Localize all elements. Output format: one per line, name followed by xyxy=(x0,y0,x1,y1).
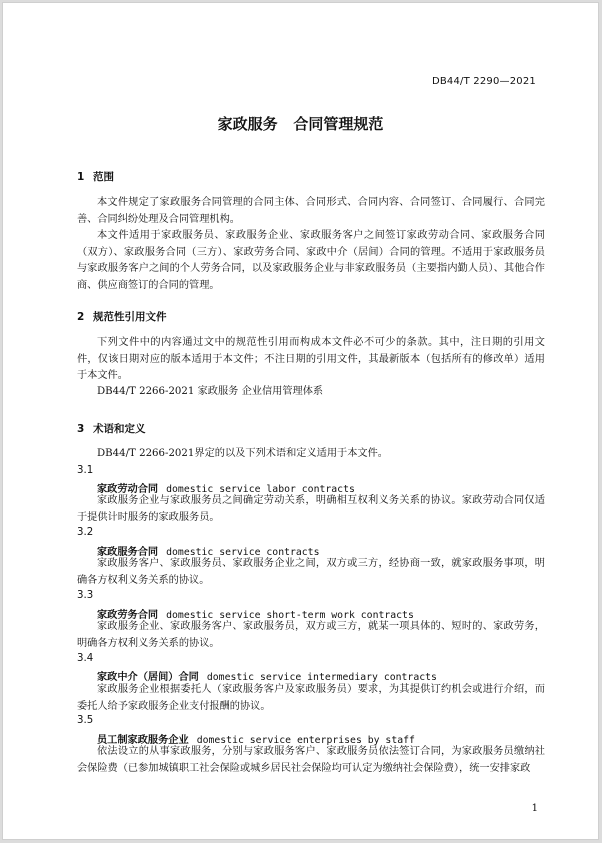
section-heading-scope xyxy=(77,169,114,184)
term-chinese: 家政中介（居间）合同 xyxy=(97,672,199,683)
section-title: 术语和定义 xyxy=(93,423,146,435)
term-english: domestic service labor contracts xyxy=(166,484,355,495)
term-number: 3.3 xyxy=(77,590,94,601)
paragraph: 本文件规定了家政服务合同管理的合同主体、合同形式、合同内容、合同签订、合同履行、合同完善、合同纠纷处理及合同管理机构。 xyxy=(77,197,545,225)
paragraph: DB44/T 2266-2021界定的以及下列术语和定义适用于本文件。 xyxy=(97,448,388,459)
document-title: 家政服务 合同管理规范 xyxy=(217,115,384,133)
term-definition: 家政服务企业与家政服务员之间确定劳动关系，明确相互权利义务关系的协议。家政劳动合同仅适于提供计时服务的家政服务员。 xyxy=(77,495,545,523)
term-chinese: 家政劳动合同 xyxy=(97,484,159,495)
term-definition: 家政服务企业根据委托人（家政服务客户及家政服务员）要求，为其提供订约机会或进行介绍，而委托人给予家政服务企业支付报酬的协议。 xyxy=(77,684,545,712)
term-english: domestic service enterprises by staff xyxy=(196,735,415,746)
document-page xyxy=(2,2,599,840)
term-english: domestic service intermediary contracts xyxy=(206,672,437,683)
term-number: 3.4 xyxy=(77,653,94,664)
section-heading-terms-definitions xyxy=(77,421,146,436)
section-title: 规范性引用文件 xyxy=(93,311,167,323)
reference-item: DB44/T 2266-2021 家政服务 企业信用管理体系 xyxy=(97,386,324,397)
term-number: 3.1 xyxy=(77,465,94,476)
term-chinese: 家政服务合同 xyxy=(97,547,159,558)
term-entry xyxy=(97,668,437,683)
term-number: 3.2 xyxy=(77,527,94,538)
term-english: domestic service short-term work contracts xyxy=(166,610,414,621)
section-number: 1 xyxy=(77,171,85,183)
paragraph: 本文件适用于家政服务员、家政服务企业、家政服务客户之间签订家政劳动合同、家政服务合同（双方）、家政服务合同（三方）、家政劳务合同、家政中介（居间）合同的管理。不适用于家政服务员与家政服务客户之间的个人劳务合同，以及家政服务企业与非家政服务员（主要指内勤人员）、其他合作商、供应商签订的合同的管理。 xyxy=(77,230,545,291)
section-title: 范围 xyxy=(93,171,114,183)
term-definition: 依法设立的从事家政服务，分别与家政服务客户、家政服务员依法签订合同，为家政服务员缴纳社会保险费（已参加城镇职工社会保险或城乡居民社会保险均可认定为缴纳社会保险费），统一安排家政 xyxy=(77,746,545,774)
paragraph: 下列文件中的内容通过文中的规范性引用而构成本文件必不可少的条款。其中，注日期的引用文件，仅该日期对应的版本适用于本文件；不注日期的引用文件，其最新版本（包括所有的修改单）适用于本文件。 xyxy=(77,337,545,381)
term-chinese: 家政劳务合同 xyxy=(97,610,159,621)
term-definition: 家政服务客户、家政服务员、家政服务企业之间，双方或三方，经协商一致，就家政服务事项，明确各方权利义务关系的协议。 xyxy=(77,558,545,586)
section-number: 3 xyxy=(77,423,85,435)
term-number: 3.5 xyxy=(77,715,94,726)
page-number: 1 xyxy=(531,803,538,814)
section-heading-normative-references xyxy=(77,309,167,324)
term-english: domestic service contracts xyxy=(166,547,320,558)
term-chinese: 员工制家政服务企业 xyxy=(97,735,189,746)
term-definition: 家政服务企业、家政服务客户、家政服务员，双方或三方，就某一项具体的、短时的、家政劳务，明确各方权利义务关系的协议。 xyxy=(77,621,545,649)
standard-code: DB44/T 2290—2021 xyxy=(431,76,536,87)
section-number: 2 xyxy=(77,311,85,323)
